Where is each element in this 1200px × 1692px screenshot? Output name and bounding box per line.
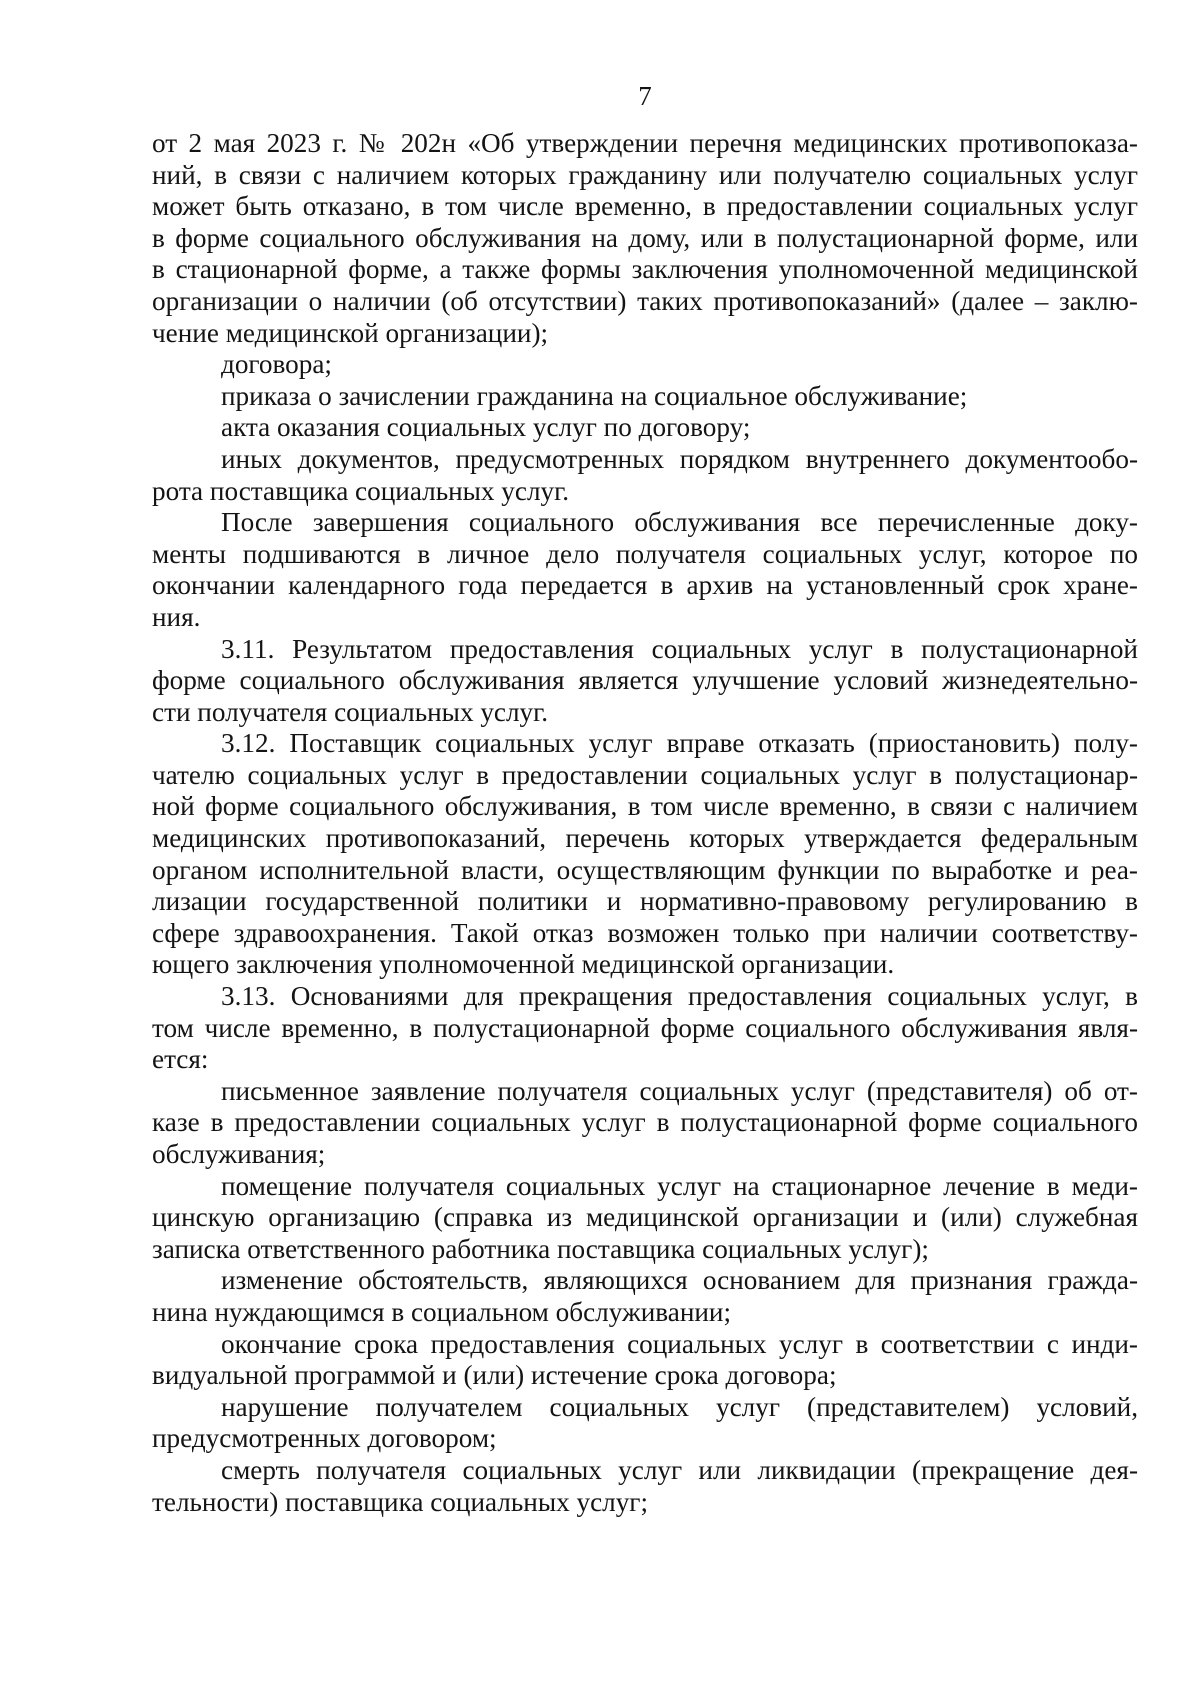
paragraph <box>152 507 1138 633</box>
paragraph <box>152 412 1138 444</box>
paragraph <box>152 349 1138 381</box>
text-line: помещение получателя социальных услуг на стационарное лечение в меди- <box>221 1170 1138 1201</box>
paragraph <box>152 1171 1138 1266</box>
text-line: менты подшиваются в личное дело получателя социальных услуг, которое по <box>152 538 1138 569</box>
text-line: 3.11. Результатом предоставления социальных услуг в полустационарной <box>221 633 1138 664</box>
text-line: ется: <box>152 1044 209 1075</box>
paragraph <box>152 728 1138 981</box>
paragraph <box>152 981 1138 1076</box>
text-line: приказа о зачислении гражданина на социальное обслуживание; <box>221 380 968 411</box>
text-line: может быть отказано, в том числе временно, в предоставлении социальных услуг <box>152 191 1138 222</box>
text-line: договора; <box>221 349 332 380</box>
page-number: 7 <box>638 81 652 111</box>
text-line: 3.12. Поставщик социальных услуг вправе отказать (приостановить) полу- <box>221 728 1138 759</box>
text-line: тельности) поставщика социальных услуг; <box>152 1486 648 1517</box>
text-line: нарушение получателем социальных услуг (представителем) условий, <box>221 1391 1138 1422</box>
paragraph <box>152 1265 1138 1328</box>
text-line: медицинских противопоказаний, перечень которых утверждается федеральным <box>152 823 1138 854</box>
text-line: акта оказания социальных услуг по договору; <box>221 412 751 443</box>
text-line: казе в предоставлении социальных услуг в полустационарной форме социального <box>152 1107 1138 1138</box>
text-line: организации о наличии (об отсутствии) таких противопоказаний» (далее – заклю- <box>152 285 1138 316</box>
text-line: чателю социальных услуг в предоставлении социальных услуг в полустационар- <box>152 759 1138 790</box>
text-line: от 2 мая 2023 г. № 202н «Об утверждении перечня медицинских противопоказа- <box>152 128 1138 158</box>
paragraph <box>152 1392 1138 1455</box>
text-line: 3.13. Основаниями для прекращения предоставления социальных услуг, в <box>221 981 1138 1012</box>
text-line: ний, в связи с наличием которых гражданину или получателю социальных услуг <box>152 159 1138 190</box>
paragraph <box>152 128 1138 349</box>
text-line: органом исполнительной власти, осуществляющим функции по выработке и реа- <box>152 854 1138 885</box>
text-line: форме социального обслуживания является улучшение условий жизнедеятельно- <box>152 665 1138 696</box>
text-line: цинскую организацию (справка из медицинской организации и (или) служебная <box>152 1202 1138 1233</box>
text-line: чение медицинской организации); <box>152 317 549 348</box>
text-line: окончании календарного года передается в архив на установленный срок хране- <box>152 570 1138 601</box>
text-line: После завершения социального обслуживания все перечисленные доку- <box>221 507 1138 538</box>
paragraph <box>152 1076 1138 1171</box>
text-line: ной форме социального обслуживания, в том числе временно, в связи с наличием <box>152 791 1138 822</box>
text-line: изменение обстоятельств, являющихся основанием для признания гражда- <box>221 1265 1138 1296</box>
paragraph <box>152 634 1138 729</box>
text-line: лизации государственной политики и нормативно-правовому регулированию в <box>152 886 1138 917</box>
paragraph <box>152 1455 1138 1518</box>
text-line: смерть получателя социальных услуг или ликвидации (прекращение дея- <box>221 1454 1138 1485</box>
paragraph <box>152 1329 1138 1392</box>
text-line: предусмотренных договором; <box>152 1423 497 1454</box>
text-line: окончание срока предоставления социальных услуг в соответствии с инди- <box>221 1328 1138 1359</box>
text-line: том числе временно, в полустационарной форме социального обслуживания явля- <box>152 1012 1138 1043</box>
text-line: в стационарной форме, а также формы заключения уполномоченной медицинской <box>152 254 1138 285</box>
text-line: записка ответственного работника поставщика социальных услуг); <box>152 1233 929 1264</box>
text-line: видуальной программой и (или) истечение срока договора; <box>152 1360 837 1391</box>
text-line: сти получателя социальных услуг. <box>152 696 549 727</box>
text-line: ния. <box>152 601 201 632</box>
text-line: иных документов, предусмотренных порядком внутреннего документообо- <box>221 443 1138 474</box>
text-line: рота поставщика социальных услуг. <box>152 475 569 506</box>
text-line: сфере здравоохранения. Такой отказ возможен только при наличии соответству- <box>152 917 1138 948</box>
text-line: ющего заключения уполномоченной медицинской организации. <box>152 949 895 980</box>
text-line: в форме социального обслуживания на дому, или в полустационарной форме, или <box>152 222 1138 253</box>
text-line: письменное заявление получателя социальных услуг (представителя) об от- <box>221 1075 1138 1106</box>
text-line: обслуживания; <box>152 1139 326 1169</box>
paragraph <box>152 381 1138 413</box>
document-body <box>152 128 1138 1518</box>
text-line: нина нуждающимся в социальном обслуживании; <box>152 1296 732 1327</box>
paragraph <box>152 444 1138 507</box>
